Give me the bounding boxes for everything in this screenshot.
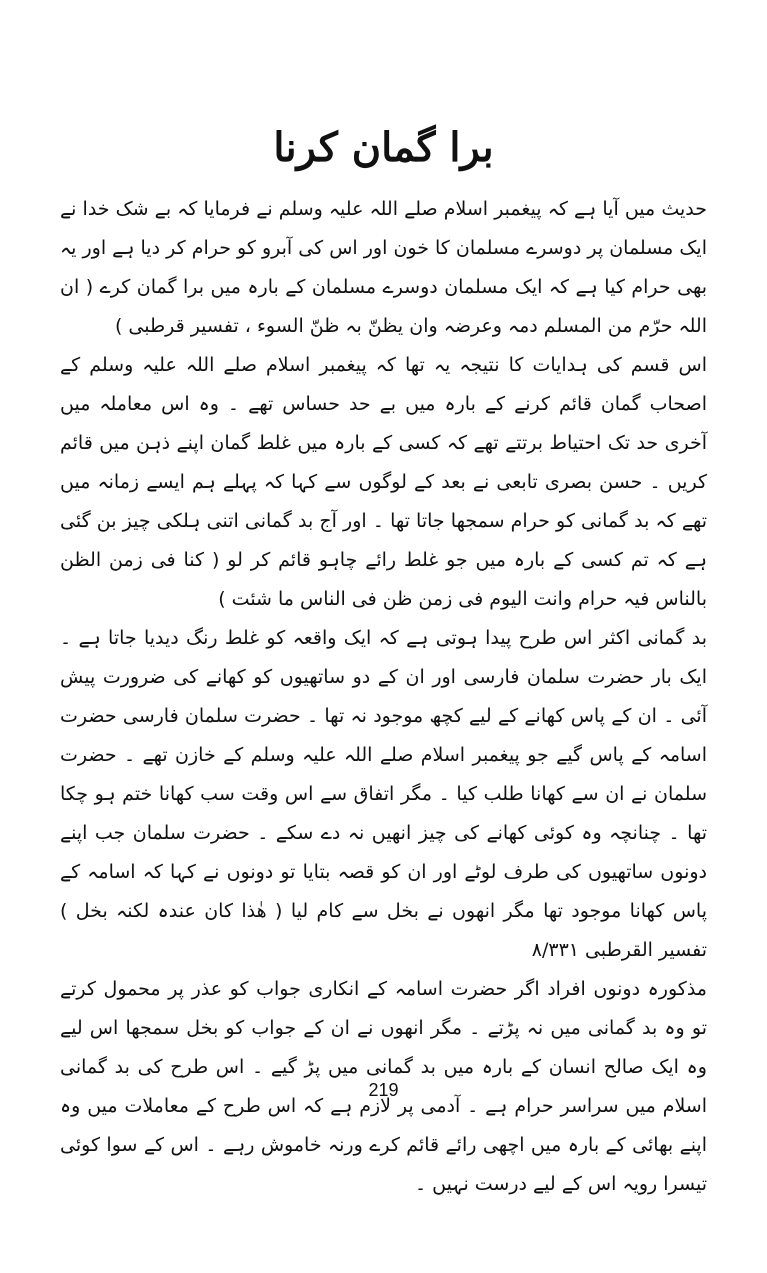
paragraph-salman-story: بد گمانی اکثر اس طرح پیدا ہوتی ہے کہ ایک واقعہ کو غلط رنگ دیدیا جاتا ہے ۔ ایک بار حضرت سلمان فارسی اور ان کے دو ساتھیوں کو کھانے کی ضرورت پیش آئی ۔ ان کے پاس کھانے کے لیے کچھ موجود نہ تھا ۔ حضرت سلمان فارسی حضرت اسامہ کے پاس گیے جو پیغمبر اسلام صلے اللہ علیہ وسلم کے خازن تھے ۔ حضرت سلمان نے ان سے کھانا طلب کیا ۔ مگر اتفاق سے اس وقت سب کھانا ختم ہو چکا تھا ۔ چنانچہ وہ کوئی کھانے کی چیز انھیں نہ دے سکے ۔ حضرت سلمان جب اپنے دونوں ساتھیوں کی طرف لوٹے اور ان کو قصہ بتایا تو دونوں نے کہا کہ اسامہ کے پاس کھانا موجود تھا مگر انھوں نے بخل سے کام لیا ( ھٰذا کان عندہ لکنہ بخل ) تفسیر القرطبی ۸/۳۳۱ — [60, 627, 707, 961]
article-body — [60, 190, 707, 1204]
paragraph-companions: اس قسم کی ہدایات کا نتیجہ یہ تھا کہ پیغمبر اسلام صلے اللہ علیہ وسلم کے اصحاب گمان قائم کرنے کے بارہ میں بے حد حساس تھے ۔ وہ اس معاملہ میں آخری حد تک احتیاط برتتے تھے کہ کسی کے بارہ میں غلط گمان اپنے ذہن میں قائم کریں ۔ حسن بصری تابعی نے بعد کے لوگوں سے کہا کہ پہلے ہم ایسے زمانہ میں تھے کہ بد گمانی کو حرام سمجھا جاتا تھا ۔ اور آج بد گمانی اتنی ہلکی چیز بن گئی ہے کہ تم کسی کے بارہ میں جو غلط رائے چاہو قائم کر لو ( کنا فی زمن الظن بالناس فیہ حرام وانت الیوم فی زمن ظن فی الناس ما شئت ) — [60, 354, 707, 610]
page-number: 219 — [368, 1080, 399, 1100]
page-title: برا گمان کرنا — [273, 124, 494, 171]
paragraph-conclusion: مذکورہ دونوں افراد اگر حضرت اسامہ کے انکاری جواب کو عذر پر محمول کرتے تو وہ بد گمانی میں نہ پڑتے ۔ مگر انھوں نے ان کے جواب کو بخل سمجھا اس لیے وہ ایک صالح انسان کے بارہ میں بد گمانی میں پڑ گیے ۔ اس طرح کی بد گمانی اسلام میں سراسر حرام ہے ۔ آدمی پر لازم ہے کہ اس طرح کے معاملات میں وہ اپنے بھائی کے بارہ میں اچھی رائے قائم کرے ورنہ خاموش رہے ۔ اس کے سوا کوئی تیسرا رویہ اس کے لیے درست نہیں ۔ — [60, 978, 707, 1195]
paragraph-hadith: حدیث میں آیا ہے کہ پیغمبر اسلام صلے اللہ علیہ وسلم نے فرمایا کہ بے شک خدا نے ایک مسلمان پر دوسرے مسلمان کا خون اور اس کی آبرو کو حرام کر دیا ہے اور یہ بھی حرام کیا ہے کہ ایک مسلمان دوسرے مسلمان کے بارہ میں برا گمان کرے ( ان اللہ حرّم من المسلم دمہ وعرضہ وان یظنّ بہ ظنّ السوء ، تفسیر قرطبی ) — [60, 198, 707, 337]
